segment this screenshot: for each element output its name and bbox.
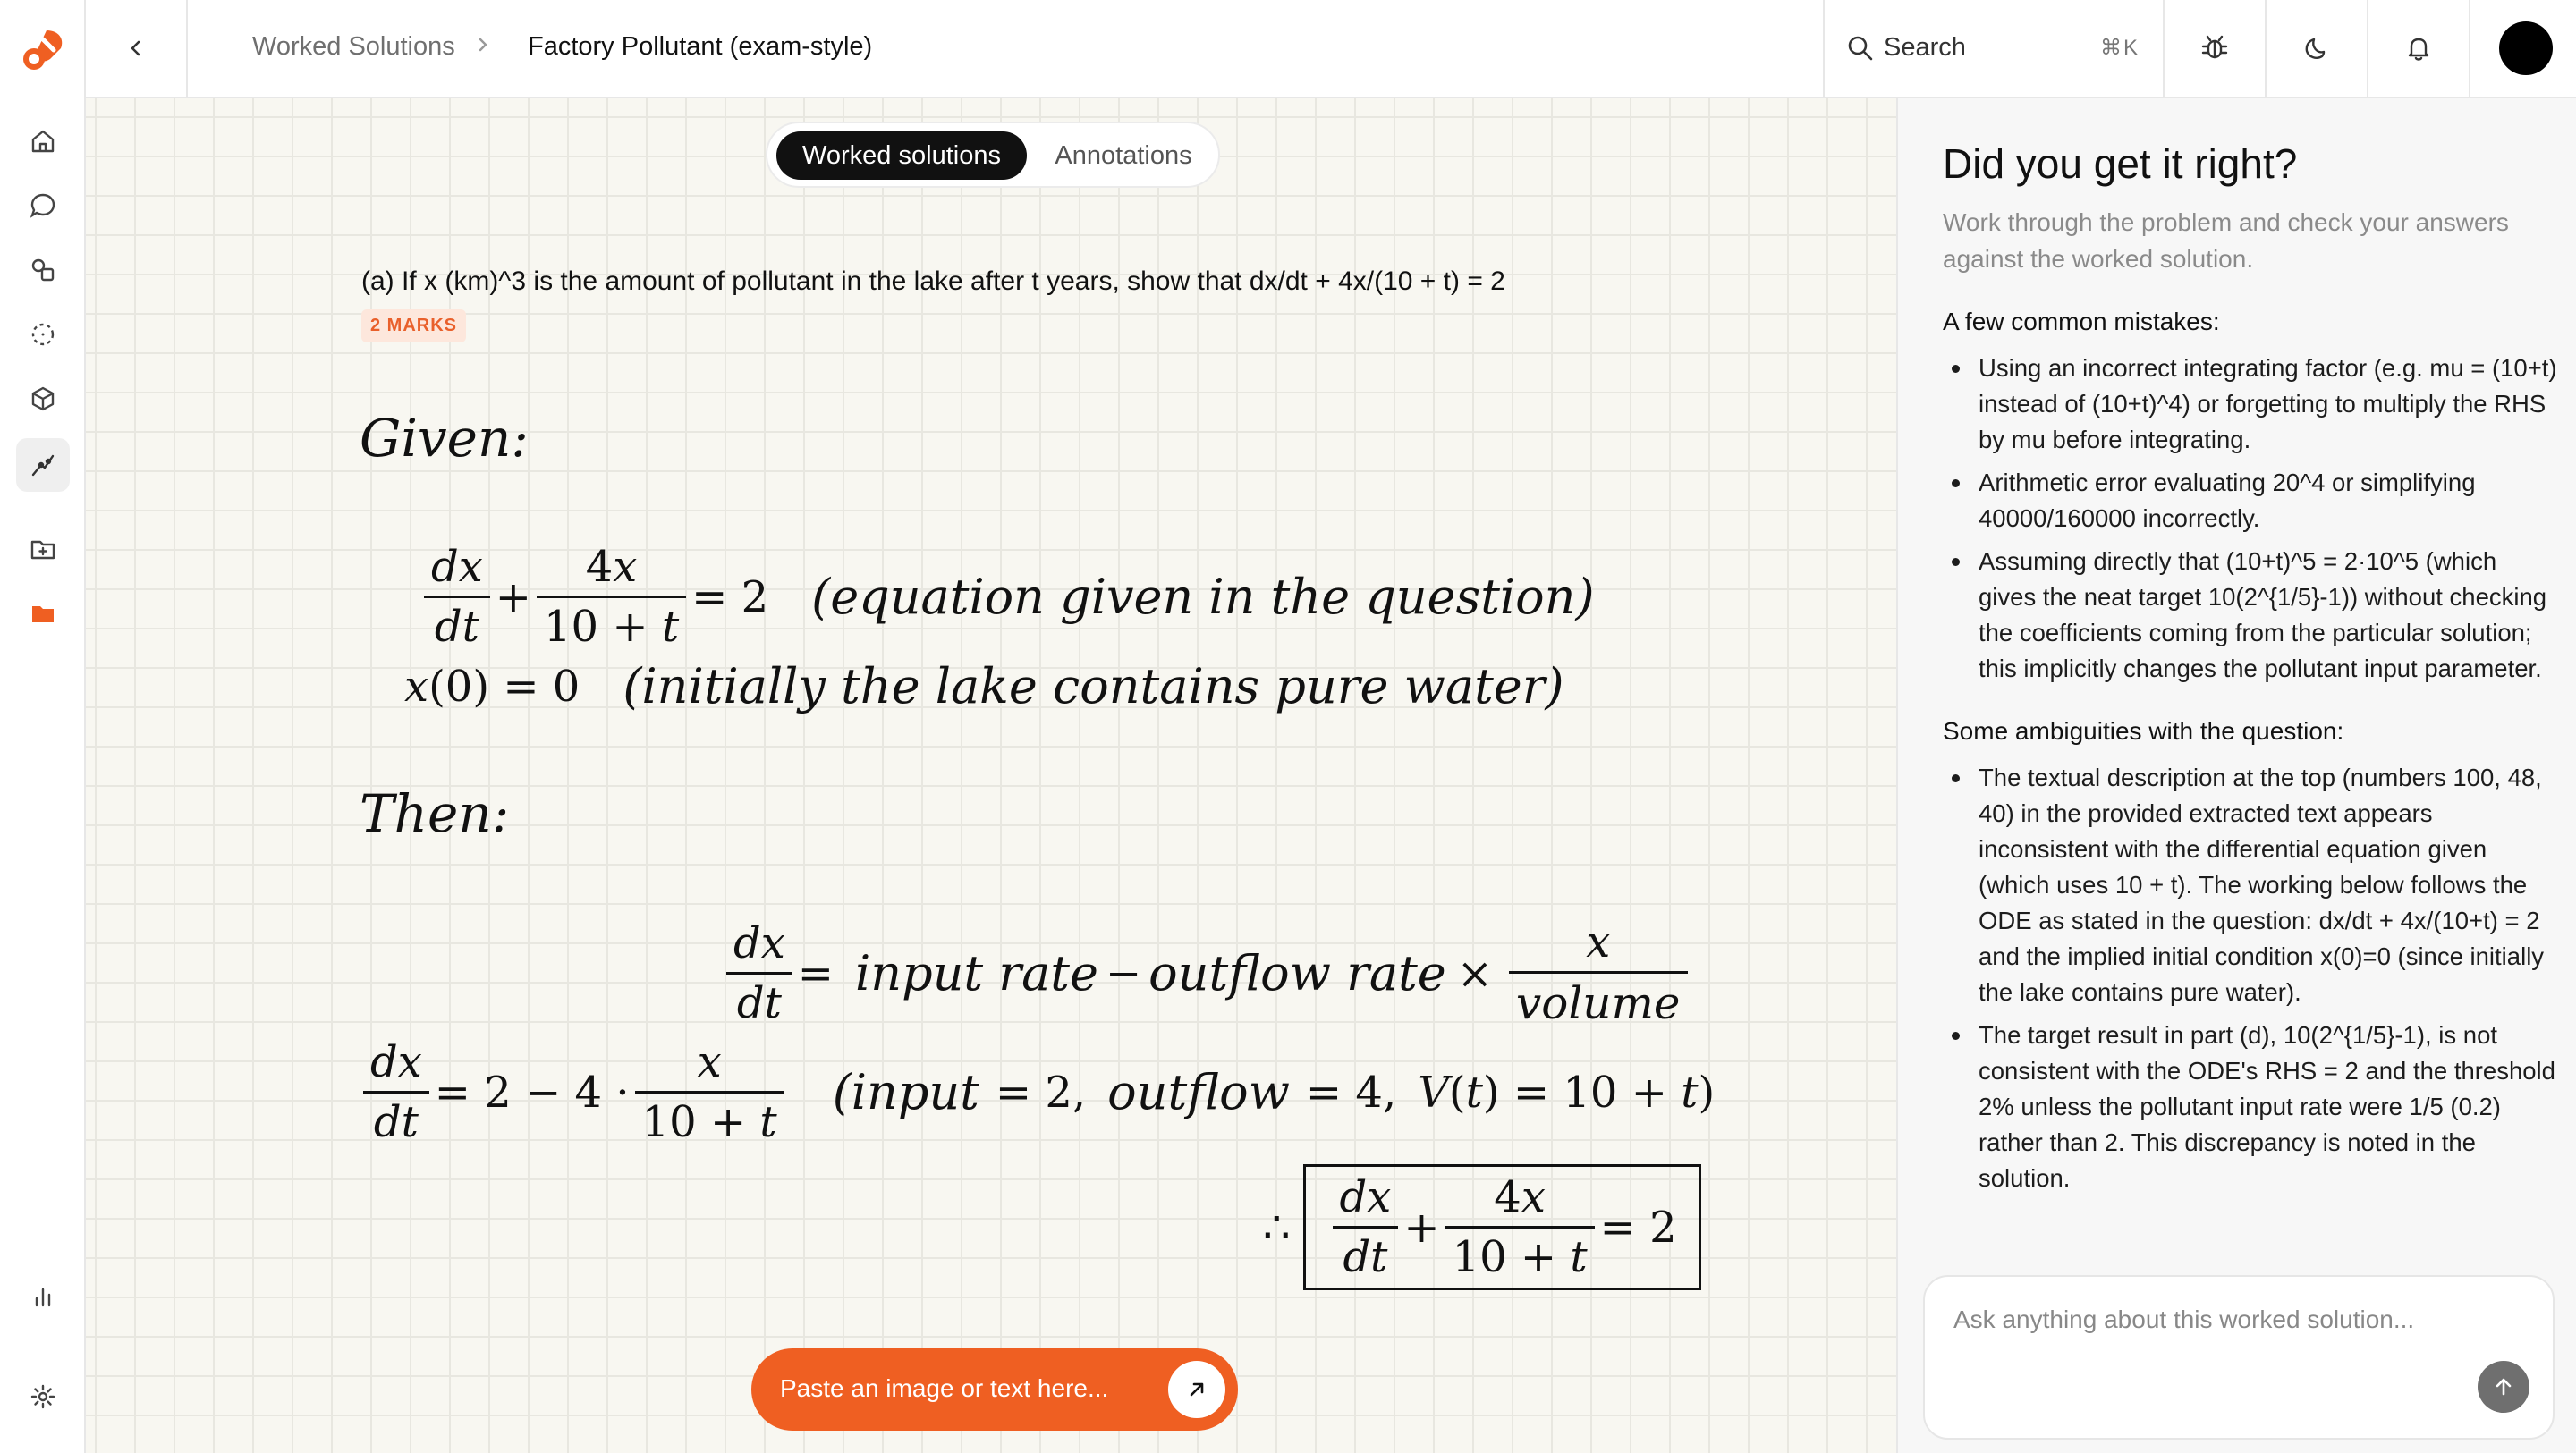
volume-label: volume	[1509, 971, 1688, 1029]
paste-input[interactable]	[751, 1348, 1238, 1431]
given-heading: Given:	[360, 408, 529, 469]
arrow-up-icon	[2492, 1375, 2515, 1398]
dashed-circle-icon[interactable]	[16, 308, 70, 361]
home-icon[interactable]	[16, 114, 70, 168]
mistakes-list	[1943, 351, 2560, 687]
settings-icon[interactable]	[16, 1370, 70, 1423]
initial-condition: x(0) = 0 (initially the lake contains pure water)	[404, 658, 1564, 714]
given-equation: $\frac{dx}{dt}$ + $\frac{4x}{10 + t}$ = 2 (equation given in the question)	[419, 542, 1595, 652]
chevron-left-icon	[126, 38, 146, 58]
submit-paste-button[interactable]	[1168, 1361, 1225, 1418]
bug-report-button[interactable]	[2165, 0, 2267, 97]
bug-icon	[2199, 33, 2230, 63]
breadcrumb-current: Factory Pollutant (exam-style)	[528, 32, 873, 61]
panel-subtitle: Work through the problem and check your answers against the worked solution.	[1943, 208, 2509, 273]
then-heading: Then:	[360, 783, 510, 844]
view-tabs	[766, 122, 1220, 188]
graph-icon[interactable]	[16, 438, 70, 492]
list-item: Assuming directly that (10+t)^5 = 2·10^5 (which gives the neat target 10(2^{1/5}-1)) without checking the coefficients coming from the particular solution; this implicitly changes the pollutant input parameter.	[1943, 544, 2560, 687]
chevron-right-icon	[474, 36, 492, 58]
tab-annotations[interactable]: Annotations	[1055, 140, 1192, 170]
notifications-button[interactable]	[2368, 0, 2470, 97]
chat-icon[interactable]	[16, 179, 70, 232]
rate-equation: $\frac{dx}{dt}$ = input rate − outflow rate × $\frac{x}{\text{volume}}$	[721, 917, 1693, 1029]
ask-placeholder: Ask anything about this worked solution...	[1953, 1305, 2415, 1333]
search-icon	[1846, 34, 1875, 67]
theme-toggle-button[interactable]	[2267, 0, 2368, 97]
substituted-equation: $\frac{dx}{dt}$ = 2 − 4 · $\frac{x}{10 + t}$ (input = 2, outflow = 4, V(t) = 10 + t)	[358, 1037, 1715, 1147]
paste-placeholder: Paste an image or text here...	[780, 1374, 1109, 1402]
question-text: (a) If x (km)^3 is the amount of pollutant in the lake after t years, show that dx/dt + 4x/(10 + t) = 2	[361, 266, 1505, 296]
cube-icon[interactable]	[16, 372, 70, 426]
left-rail	[0, 0, 86, 1453]
initial-condition-note: (initially the lake contains pure water)	[623, 658, 1564, 714]
send-button[interactable]	[2478, 1361, 2529, 1413]
list-item: The textual description at the top (numbers 100, 48, 40) in the provided extracted text appears inconsistent with the differential equation given (which uses 10 + t). The working below follows the ODE as stated in the question: dx/dt + 4x/(10+t) = 2 and the implied initial condition x(0)=0 (since initially the lake contains pure water).	[1943, 760, 2560, 1010]
tab-worked-solutions[interactable]: Worked solutions	[776, 131, 1027, 180]
result-equation: ∴ $\frac{dx}{dt}$ + $\frac{4x}{10 + t}$ = 2	[1263, 1164, 1701, 1290]
back-button[interactable]	[86, 0, 188, 97]
input-label: (input	[832, 1064, 979, 1120]
bell-icon	[2404, 34, 2433, 63]
search-label: Search	[1884, 33, 1966, 62]
input-rate-label: input rate	[855, 945, 1098, 1001]
worked-solution-canvas	[86, 98, 1896, 1453]
ambiguities-list	[1943, 760, 2560, 1196]
ambiguities-heading: Some ambiguities with the question:	[1943, 717, 2344, 745]
list-item: Arithmetic error evaluating 20^4 or simplifying 40000/160000 incorrectly.	[1943, 465, 2560, 536]
search-shortcut: ⌘K	[2099, 36, 2140, 60]
outflow-rate-label: outflow rate	[1148, 945, 1446, 1001]
bar-chart-icon[interactable]	[16, 1270, 70, 1323]
marks-badge: 2 MARKS	[361, 309, 466, 342]
outflow-label: outflow	[1107, 1064, 1290, 1120]
list-item: Using an incorrect integrating factor (e.g. mu = (10+t) instead of (10+t)^4) or forgetting to multiply the RHS by mu before integrating.	[1943, 351, 2560, 458]
breadcrumb-parent[interactable]: Worked Solutions	[252, 32, 455, 61]
arrow-up-right-icon	[1186, 1379, 1208, 1400]
feedback-panel	[1896, 98, 2576, 1453]
mistakes-heading: A few common mistakes:	[1943, 308, 2220, 335]
search-button[interactable]	[1823, 0, 2165, 97]
shapes-icon[interactable]	[16, 243, 70, 297]
avatar[interactable]	[2499, 21, 2553, 75]
logo-icon[interactable]	[20, 27, 66, 73]
boxed-result: $\frac{dx}{dt}$ + $\frac{4x}{10 + t}$ = 2	[1303, 1164, 1701, 1290]
list-item: The target result in part (d), 10(2^{1/5}-1), is not consistent with the ODE's RHS = 2 and the threshold 2% unless the pollutant input rate were 1/5 (0.2) rather than 2. This discrepancy is noted in the solution.	[1943, 1018, 2560, 1196]
ask-input[interactable]	[1923, 1275, 2555, 1440]
given-equation-note: (equation given in the question)	[811, 569, 1595, 625]
top-bar	[86, 0, 2576, 98]
panel-title: Did you get it right?	[1943, 140, 2298, 187]
folder-icon[interactable]	[16, 587, 70, 640]
moon-icon	[2302, 34, 2331, 63]
folder-plus-icon[interactable]	[16, 522, 70, 576]
